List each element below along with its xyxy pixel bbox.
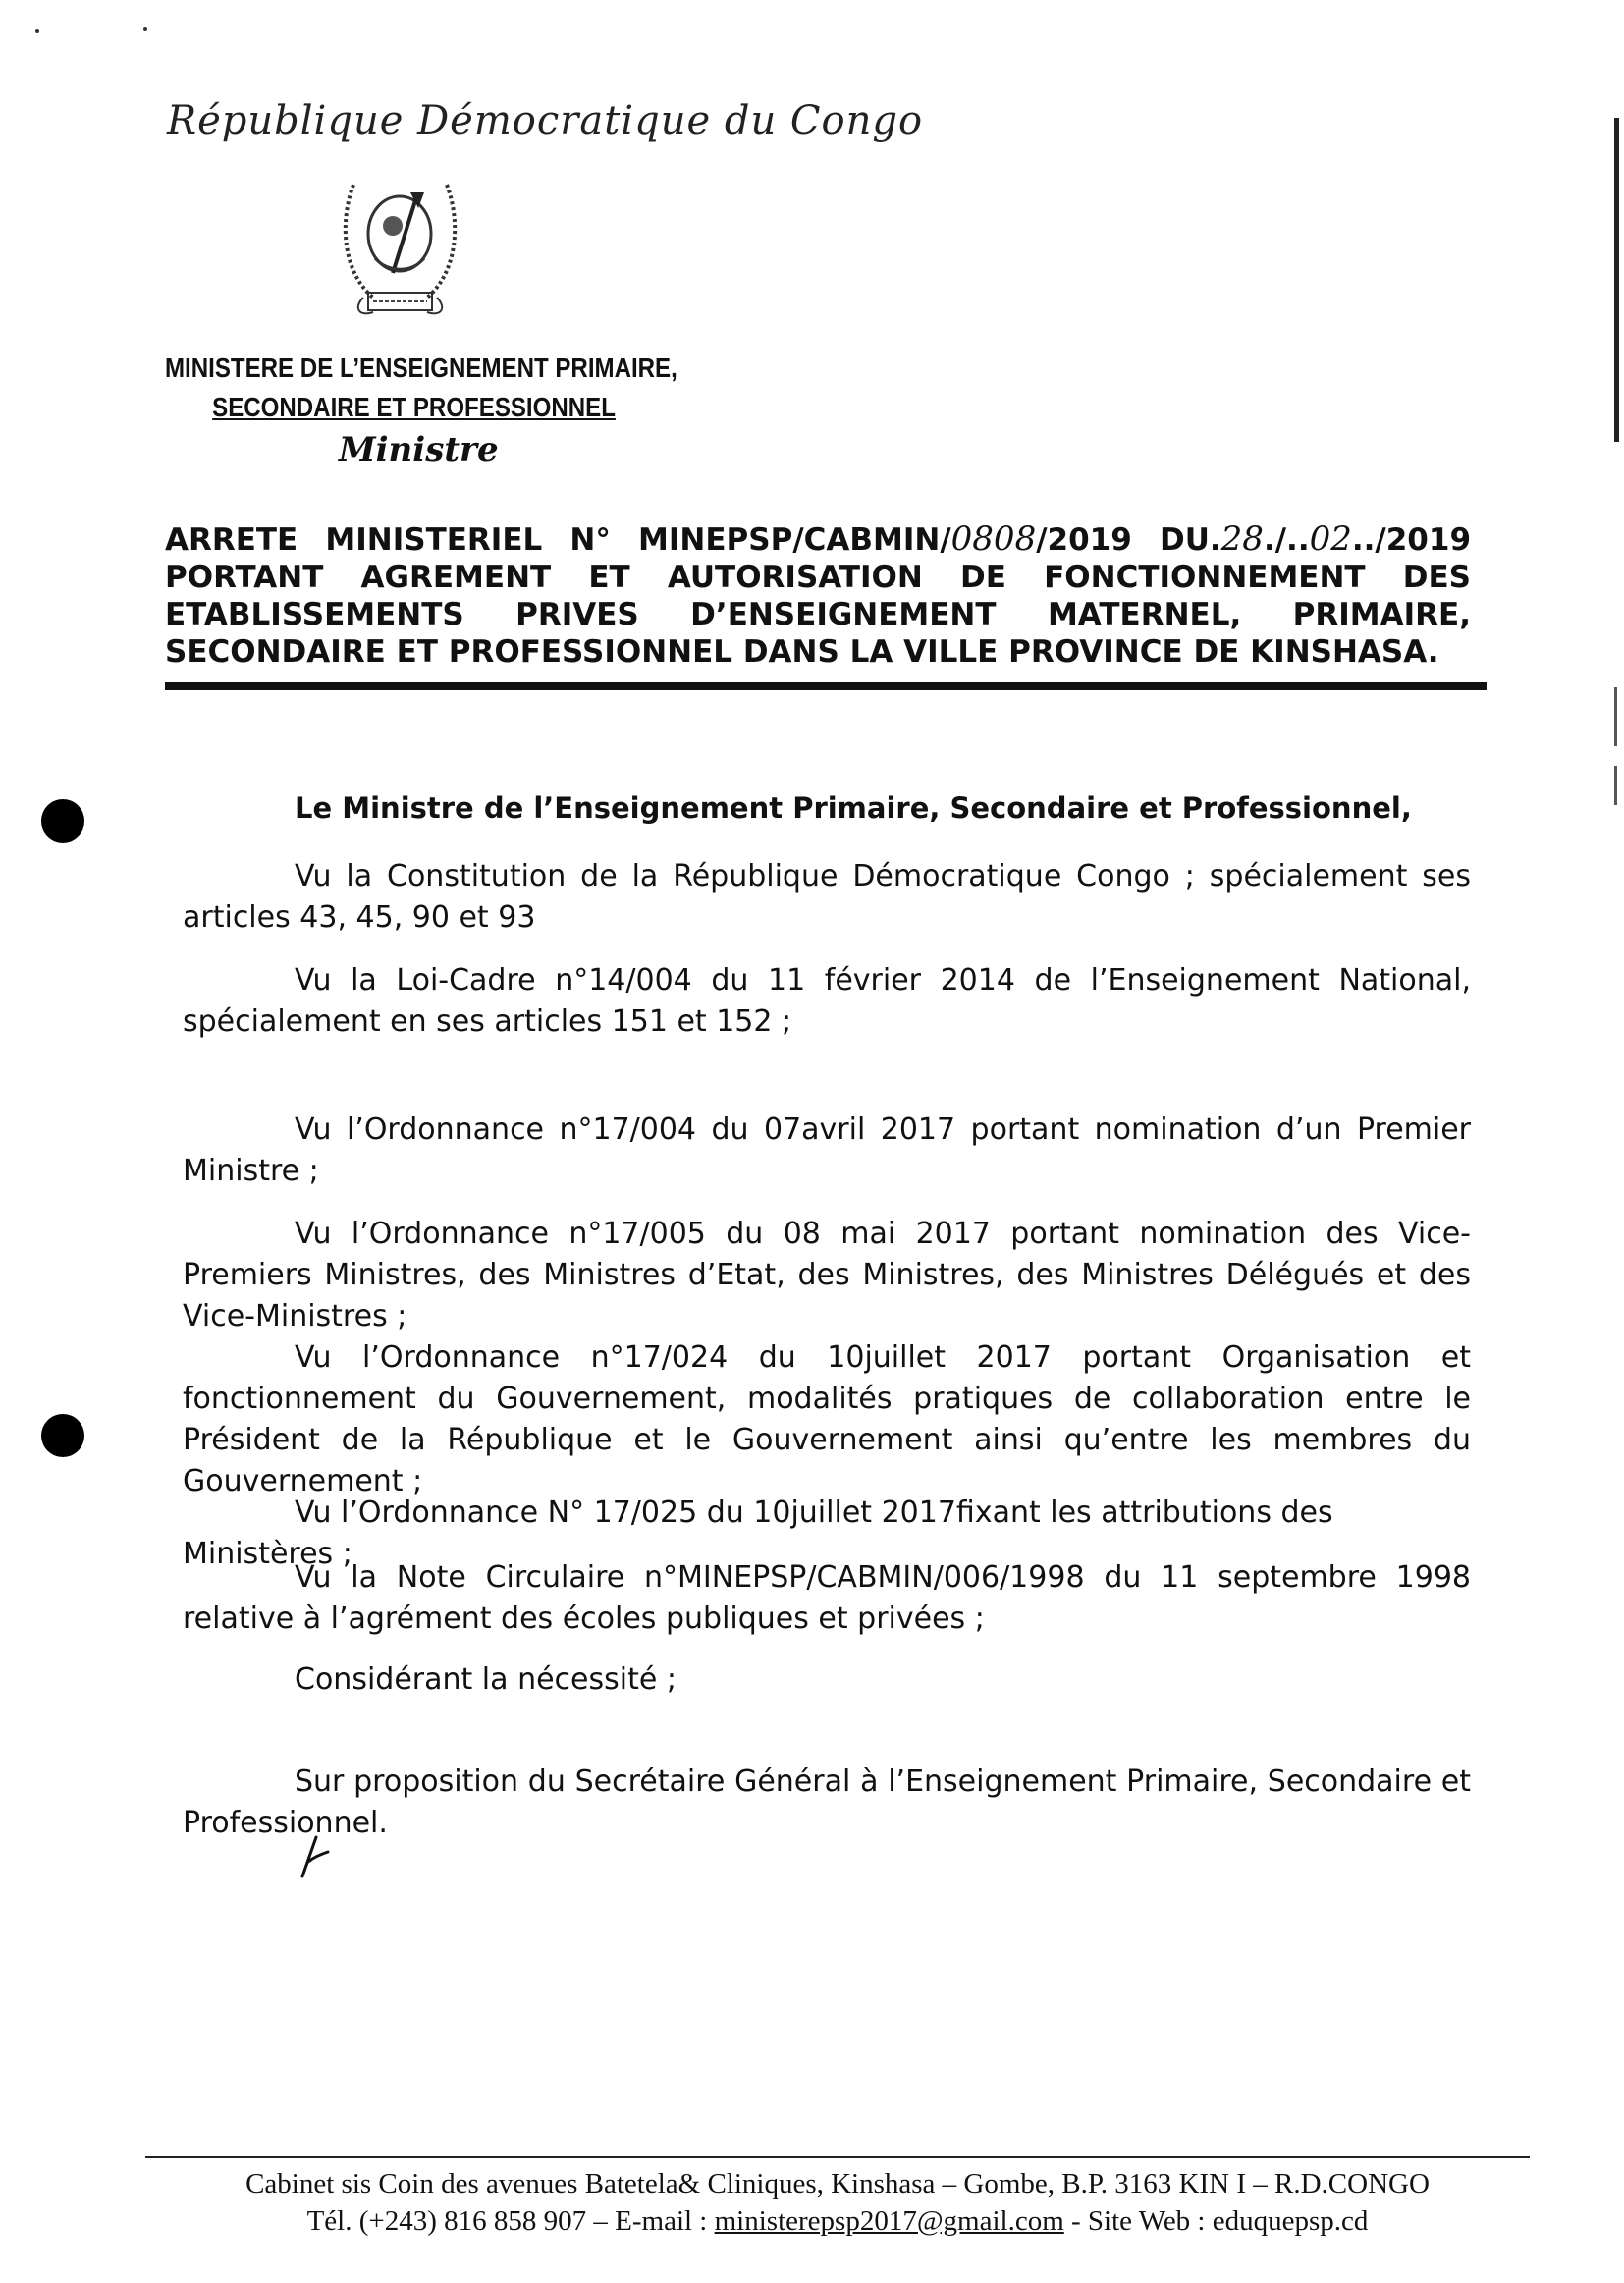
ministre-label: Ministre — [339, 430, 499, 469]
handwritten-month: 02 — [1309, 519, 1352, 559]
decree-line-4: SECONDAIRE ET PROFESSIONNEL DANS LA VILLE PROVINCE DE KINSHASA. — [165, 634, 1439, 670]
recital-considerant: Considérant la nécessité ; — [295, 1662, 677, 1697]
minister-title: Le Ministre de l’Enseignement Primaire, Secondaire et Professionnel, — [295, 791, 1412, 825]
coat-of-arms-emblem — [334, 165, 466, 322]
scan-speck — [143, 27, 147, 31]
decree-line-2: PORTANT AGREMENT ET AUTORISATION DE FONCTIONNEMENT DES — [165, 560, 1471, 595]
footer-rule — [145, 2156, 1530, 2158]
recital-ordonnance-17-004: Vu l’Ordonnance n°17/004 du 07avril 2017 portant nomination d’un Premier Ministre ; — [183, 1113, 1471, 1188]
punch-hole — [41, 799, 84, 843]
republic-heading: République Démocratique du Congo — [167, 98, 924, 143]
recital-ordonnance-17-024: Vu l’Ordonnance n°17/024 du 10juillet 2017 portant Organisation et fonctionnement du Gouvernement, modalités pratiques de collaboration entre le Président de la République et le Gouvernement ainsi qu’entre les membres du Gouvernement ; — [183, 1340, 1471, 1498]
title-underline-rule — [165, 682, 1487, 690]
scan-edge-mark — [1614, 687, 1617, 746]
recital-proposition: Sur proposition du Secrétaire Général à l’Enseignement Primaire, Secondaire et Professionnel. — [183, 1765, 1471, 1840]
footer-address: Cabinet sis Coin des avenues Batetela& Cliniques, Kinshasa – Gombe, B.P. 3163 KIN I – R.D.CONGO — [245, 2168, 1430, 2200]
handwritten-initials — [295, 1832, 334, 1881]
decree-line-3: ETABLISSEMENTS PRIVES D’ENSEIGNEMENT MATERNEL, PRIMAIRE, — [165, 597, 1471, 632]
decree-title — [165, 520, 1471, 671]
handwritten-day: 28 — [1220, 519, 1264, 559]
ministry-heading — [165, 349, 677, 427]
recital-constitution: Vu la Constitution de la République Démocratique Congo ; spécialement ses articles 43, 45, 90 et 93 — [183, 859, 1471, 935]
punch-hole — [41, 1414, 84, 1457]
recital-ordonnance-17-025: Vu l’Ordonnance N° 17/025 du 10juillet 2017fixant les attributions des Ministères ; — [183, 1495, 1333, 1571]
recital-loi-cadre: Vu la Loi-Cadre n°14/004 du 11 février 2014 de l’Enseignement National, spécialement en ses articles 151 et 152 ; — [183, 963, 1471, 1039]
scan-speck — [35, 29, 39, 33]
ministry-line-1: MINISTERE DE L’ENSEIGNEMENT PRIMAIRE, — [165, 353, 677, 383]
ministry-line-2: SECONDAIRE ET PROFESSIONNEL — [212, 392, 616, 422]
handwritten-number: 0808 — [950, 519, 1037, 559]
scan-edge-bar — [1614, 118, 1619, 442]
scan-edge-mark — [1614, 766, 1617, 805]
recital-ordonnance-17-005: Vu l’Ordonnance n°17/005 du 08 mai 2017 portant nomination des Vice-Premiers Ministres, des Ministres d’Etat, des Ministres, des Ministres Délégués et des Vice-Ministres ; — [183, 1217, 1471, 1333]
footer-email-link[interactable]: ministerepsp2017@gmail.com — [714, 2205, 1064, 2237]
decree-line-1: ARRETE MINISTERIEL N° MINEPSP/CABMIN/0808/2019 DU.28./..02../2019 — [165, 519, 1472, 559]
footer-contact: Tél. (+243) 816 858 907 – E-mail : ministerepsp2017@gmail.com - Site Web : eduquepsp.cd — [306, 2205, 1369, 2237]
recital-note-circulaire: Vu la Note Circulaire n°MINEPSP/CABMIN/006/1998 du 11 septembre 1998 relative à l’agrément des écoles publiques et privées ; — [183, 1560, 1471, 1636]
